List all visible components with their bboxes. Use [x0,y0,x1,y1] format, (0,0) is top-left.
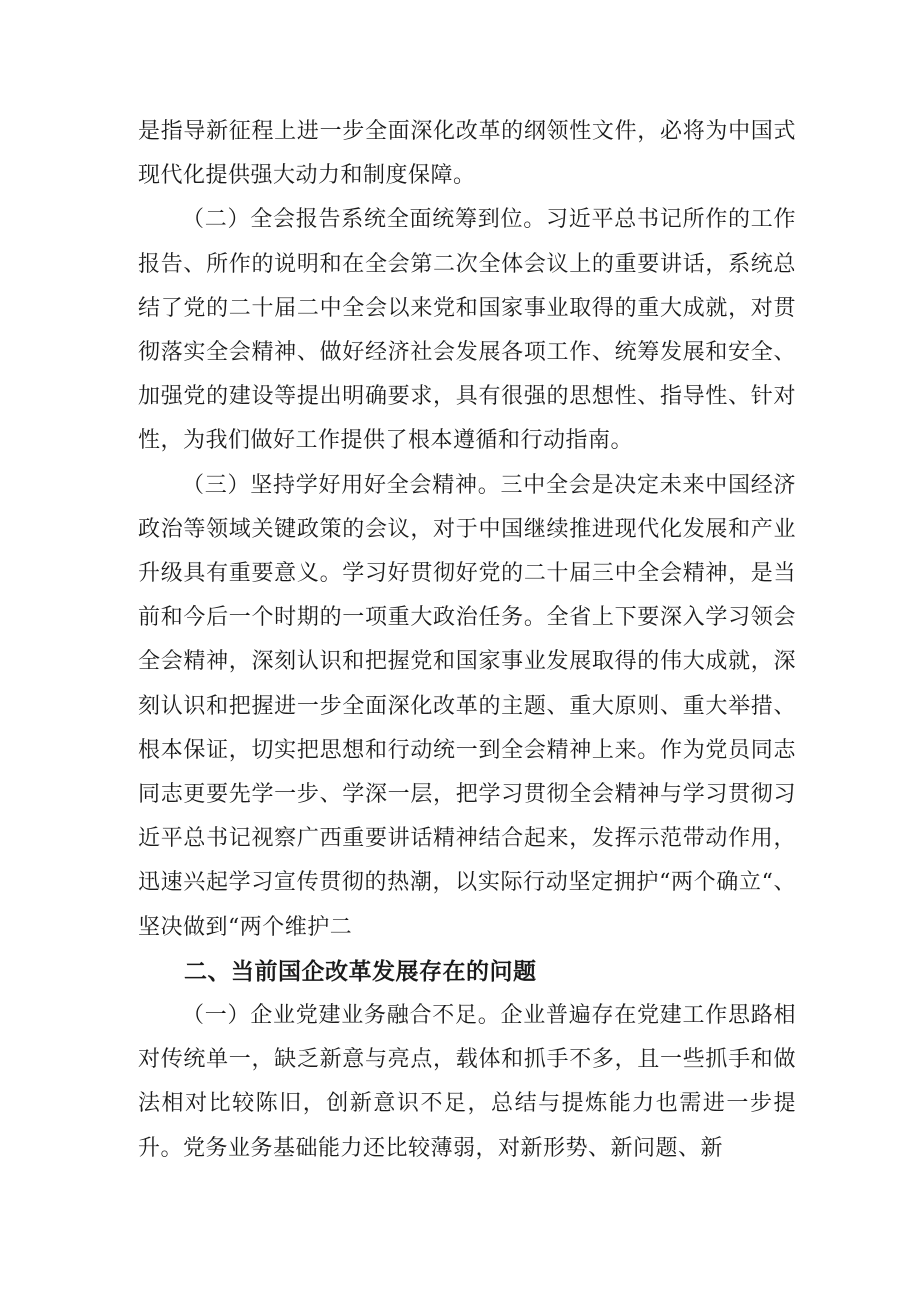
paragraph-section-2: （二）全会报告系统全面统筹到位。习近平总书记所作的工作报告、所作的说明和在全会第二次全体会议上的重要讲话，系统总结了党的二十届二中全会以来党和国家事业取得的重大成就，对贯彻落实全会精神、做好经济社会发展各项工作、统筹发展和安全、加强党的建设等提出明确要求，具有很强的思想性、指导性、针对性，为我们做好工作提供了根本遵循和行动指南。 [138,207,796,454]
document-page [138,110,796,1171]
section-heading: 二、当前国企改革发展存在的问题 [184,958,537,985]
paragraph-continuation: 是指导新征程上进一步全面深化改革的纲领性文件，必将为中国式现代化提供强大动力和制度保障。 [138,119,796,189]
paragraph-section-3: （三）坚持学好用好全会精神。三中全会是决定未来中国经济政治等领域关键政策的会议，对于中国继续推进现代化发展和产业升级具有重要意义。学习好贯彻好党的二十届三中全会精神，是当前和今后一个时期的一项重大政治任务。全省上下要深入学习领会全会精神，深刻认识和把握党和国家事业发展取得的伟大成就，深刻认识和把握进一步全面深化改革的主题、重大原则、重大举措、根本保证，切实把思想和行动统一到全会精神上来。作为党员同志同志更要先学一步、学深一层，把学习贯彻全会精神与学习贯彻习近平总书记视察广西重要讲话精神结合起来，发挥示范带动作用，迅速兴起学习宣传贯彻的热潮，以实际行动坚定拥护“两个确立“、坚决做到“两个维护二 [138,472,796,940]
paragraph-problem-1: （一）企业党建业务融合不足。企业普遍存在党建工作思路相对传统单一，缺乏新意与亮点，载体和抓手不多，且一些抓手和做法相对比较陈旧，创新意识不足，总结与提炼能力也需进一步提升。党务业务基础能力还比较薄弱，对新形势、新问题、新 [138,1003,796,1161]
